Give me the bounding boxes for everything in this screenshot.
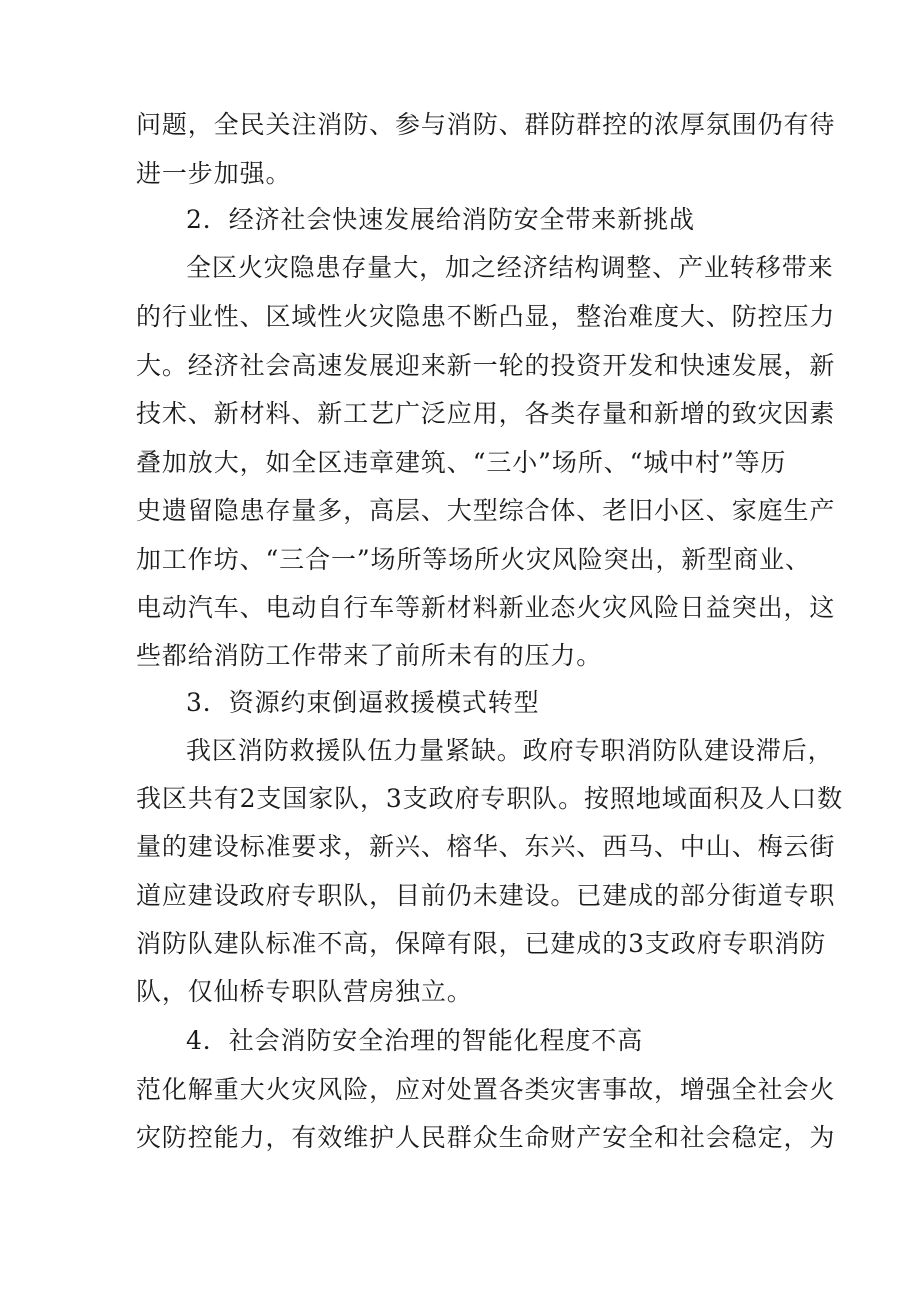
paragraph-line: 史遗留隐患存量多，高层、大型综合体、老旧小区、家庭生产 (136, 496, 836, 525)
section-heading-2: 2．经济社会快速发展给消防安全带来新挑战 (186, 205, 695, 234)
paragraph-line: 叠加放大，如全区违章建筑、“三小”场所、“城中村”等历 (136, 448, 787, 477)
paragraph-line: 灾防控能力，有效维护人民群众生命财产安全和社会稳定，为 (136, 1123, 836, 1152)
paragraph-line: 范化解重大火灾风险，应对处置各类灾害事故，增强全社会火 (136, 1075, 836, 1104)
paragraph-line: 道应建设政府专职队，目前仍未建设。已建成的部分街道专职 (136, 881, 836, 910)
paragraph-line: 我区消防救援队伍力量紧缺。政府专职消防队建设滞后， (186, 736, 834, 765)
paragraph-line: 消防队建队标准不高，保障有限，已建成的3支政府专职消防 (136, 929, 827, 958)
section-heading-3: 3．资源约束倒逼救援模式转型 (186, 688, 540, 717)
paragraph-line: 些都给消防工作带来了前所未有的压力。 (136, 641, 603, 670)
paragraph-line: 的行业性、区域性火灾隐患不断凸显，整治难度大、防控压力 (136, 302, 836, 331)
section-heading-4: 4．社会消防安全治理的智能化程度不高 (186, 1026, 644, 1055)
paragraph-line: 量的建设标准要求，新兴、榕华、东兴、西马、中山、梅云街 (136, 832, 836, 861)
paragraph-line: 我区共有2支国家队，3支政府专职队。按照地域面积及人口数 (136, 784, 844, 813)
paragraph-line: 问题，全民关注消防、参与消防、群防群控的浓厚氛围仍有待 (136, 110, 836, 139)
paragraph-line: 电动汽车、电动自行车等新材料新业态火灾风险日益突出，这 (136, 593, 836, 622)
paragraph-line: 进一步加强。 (136, 159, 292, 188)
paragraph-line: 队，仅仙桥专职队营房独立。 (136, 977, 473, 1006)
paragraph-line: 加工作坊、“三合一”场所等场所火灾风险突出，新型商业、 (136, 545, 811, 574)
paragraph-line: 大。经济社会高速发展迎来新一轮的投资开发和快速发展，新 (136, 351, 836, 380)
paragraph-line: 技术、新材料、新工艺广泛应用，各类存量和新增的致灾因素 (136, 399, 836, 428)
paragraph-line: 全区火灾隐患存量大，加之经济结构调整、产业转移带来 (186, 253, 834, 282)
